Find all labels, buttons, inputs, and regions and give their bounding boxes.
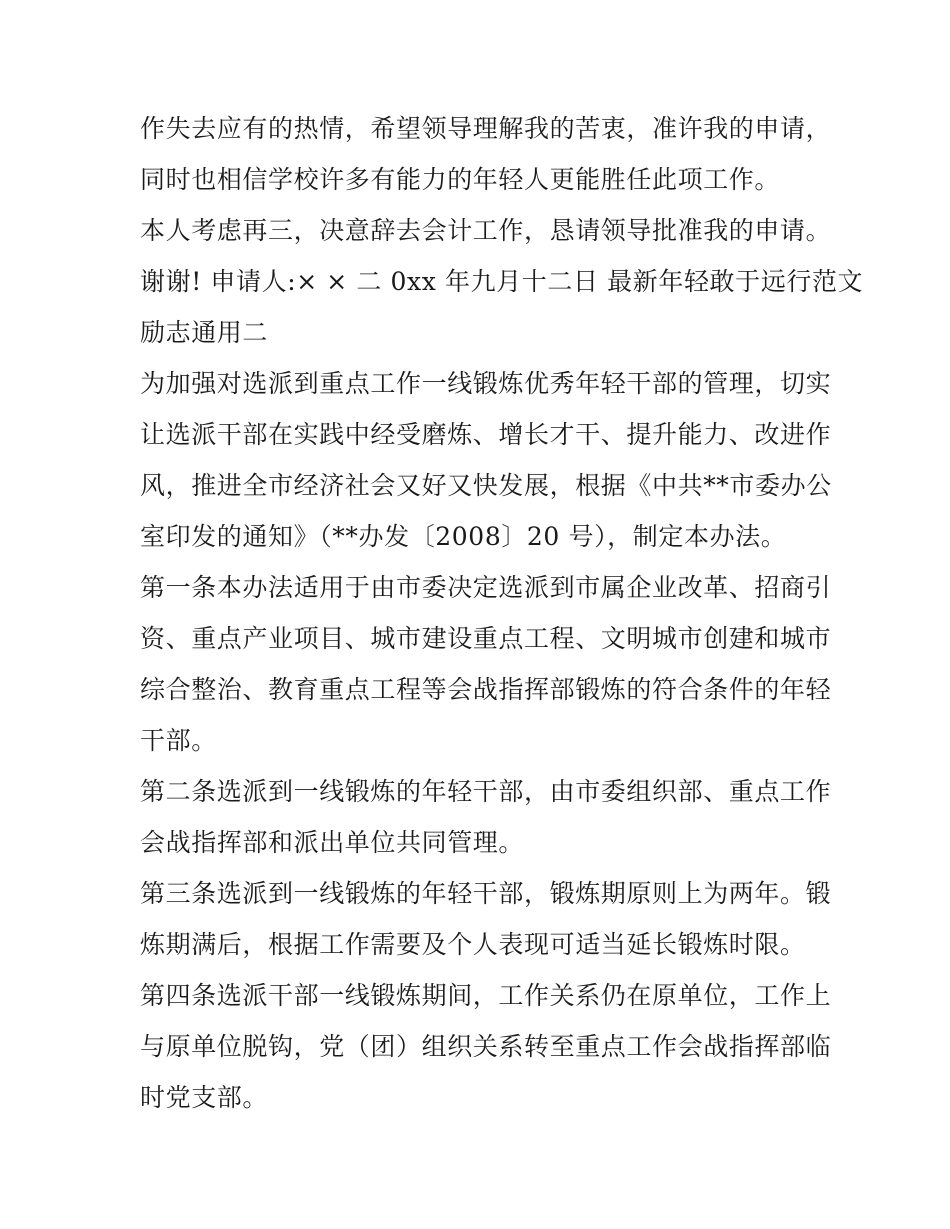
text-line: 风，推进全市经济社会又好又快发展，根据《中共**市委办公: [140, 471, 832, 500]
text-line: 会战指挥部和派出单位共同管理。: [140, 828, 525, 857]
text-line: 同时也相信学校许多有能力的年轻人更能胜任此项工作。: [140, 165, 781, 194]
text-line: 炼期满后，根据工作需要及个人表现可适当延长锻炼时限。: [140, 930, 806, 959]
text-line: 综合整治、教育重点工程等会战指挥部锻炼的符合条件的年轻: [140, 675, 832, 704]
text-line: 干部。: [140, 726, 217, 755]
text-line: 第一条本办法适用于由市委决定选派到市属企业改革、招商引: [140, 573, 832, 602]
text-line: 室印发的通知》（**办发〔2008〕20 号），制定本办法。: [140, 522, 787, 551]
text-line: 与原单位脱钩，党（团）组织关系转至重点工作会战指挥部临: [140, 1032, 832, 1061]
text-line: 资、重点产业项目、城市建设重点工程、文明城市创建和城市: [140, 624, 832, 653]
text-line: 谢谢! 申请人:× × 二 0xx 年九月十二日 最新年轻敢于远行范文: [140, 267, 864, 296]
text-line: 本人考虑再三，决意辞去会计工作，恳请领导批准我的申请。: [140, 216, 832, 245]
text-line: 第四条选派干部一线锻炼期间，工作关系仍在原单位，工作上: [140, 981, 832, 1010]
text-line: 作失去应有的热情，希望领导理解我的苦衷，准许我的申请，: [140, 114, 832, 143]
text-line: 时党支部。: [140, 1083, 269, 1112]
document-body: [140, 103, 864, 1123]
text-line: 让选派干部在实践中经受磨炼、增长才干、提升能力、改进作: [140, 420, 832, 449]
text-line: 励志通用二: [140, 318, 269, 347]
text-line: 为加强对选派到重点工作一线锻炼优秀年轻干部的管理，切实: [140, 369, 832, 398]
text-line: 第三条选派到一线锻炼的年轻干部，锻炼期原则上为两年。锻: [140, 879, 832, 908]
text-line: 第二条选派到一线锻炼的年轻干部，由市委组织部、重点工作: [140, 777, 832, 806]
